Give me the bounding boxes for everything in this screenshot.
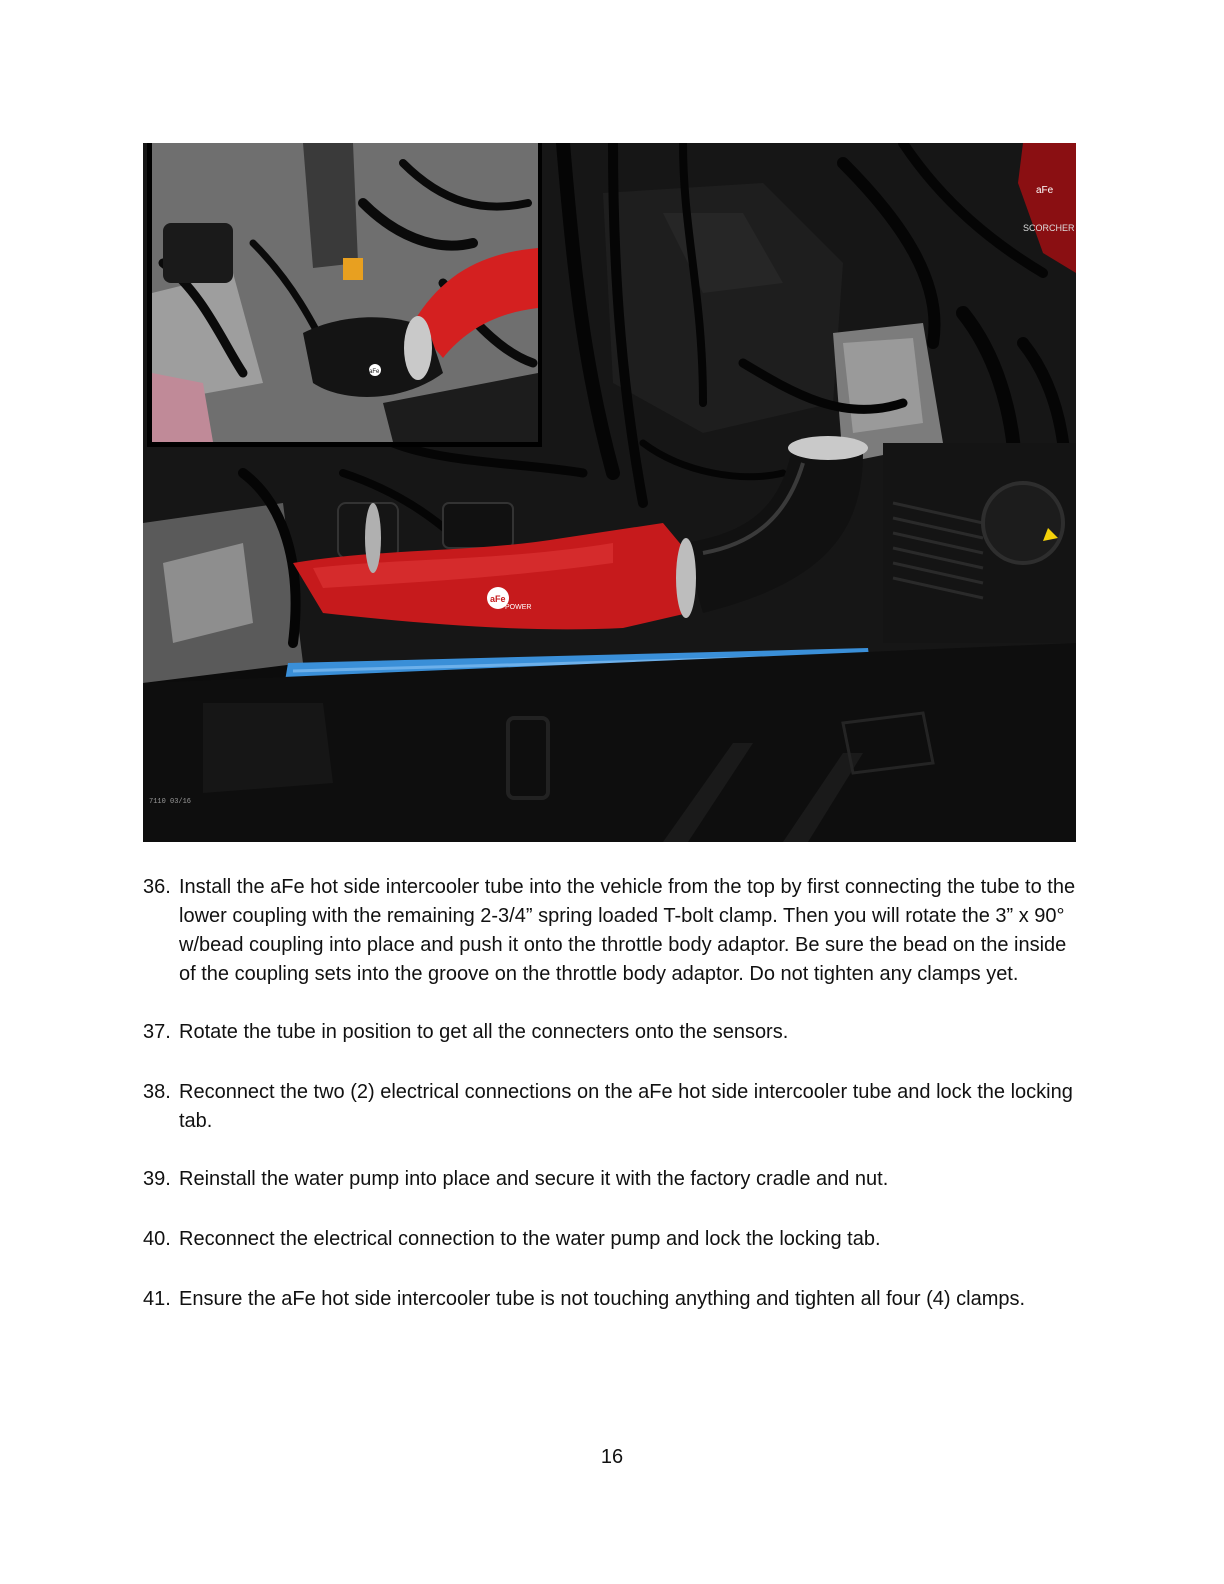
brand-badge-text: aFe: [1036, 185, 1054, 196]
instruction-steps: [143, 873, 1078, 1314]
step-number: 38.: [143, 1081, 171, 1103]
tube-logo-text: aFe: [490, 594, 506, 604]
engine-bay-photo: [143, 143, 1076, 842]
step-text: Install the aFe hot side intercooler tube into the vehicle from the top by first connecting the tube to the lower coupling with the remaining 2-3/4” spring loaded T-bolt clamp. Then you will rotate the 3” x 90° w/bead coupling into place and push it onto the throttle body adaptor. Be sure the bead on the inside of the coupling sets into the groove on the throttle body adaptor. Do not tighten any clamps yet.: [179, 876, 1076, 985]
step-38: [143, 1078, 1078, 1136]
page-number: 16: [600, 1446, 624, 1468]
step-text: Reconnect the two (2) electrical connections on the aFe hot side intercooler tube and lock the locking tab.: [179, 1081, 1073, 1132]
step-36: [143, 873, 1078, 989]
step-number: 39.: [143, 1168, 171, 1190]
step-text: Rotate the tube in position to get all the connecters onto the sensors.: [179, 1021, 789, 1043]
step-text: Ensure the aFe hot side intercooler tube is not touching anything and tighten all four (4) clamps.: [179, 1288, 1026, 1310]
date-stamp-text: 7110 03/16: [149, 798, 192, 806]
step-text: Reconnect the electrical connection to the water pump and lock the locking tab.: [179, 1228, 881, 1250]
step-number: 37.: [143, 1021, 171, 1043]
inset-logo-text: aFe: [369, 369, 380, 375]
scorcher-text: SCORCHER: [1023, 223, 1075, 233]
step-number: 40.: [143, 1228, 171, 1250]
step-40: [143, 1225, 1078, 1254]
step-text: Reinstall the water pump into place and secure it with the factory cradle and nut.: [179, 1168, 889, 1190]
coupling-closeup-photo: [147, 143, 542, 447]
step-41: [143, 1285, 1078, 1314]
step-37: [143, 1018, 1078, 1047]
step-number: 41.: [143, 1288, 171, 1310]
step-39: [143, 1165, 1078, 1194]
step-number: 36.: [143, 876, 171, 898]
tube-logo-sub-text: POWER: [505, 604, 532, 611]
